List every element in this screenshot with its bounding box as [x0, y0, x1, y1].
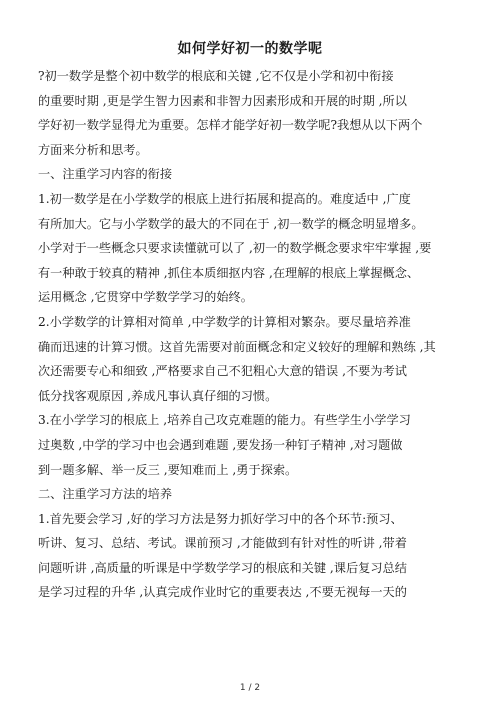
text-line: 的重要时期 ,更是学生智力因素和非智力因素形成和开展的时期 ,所以: [38, 93, 407, 108]
page-number: 1 / 2: [239, 683, 261, 693]
text-line: 听讲、复习、总结、考试。课前预习 ,才能做到有针对性的听讲 ,带着: [38, 536, 407, 551]
text-line: ?初一数学是整个初中数学的根底和关键 ,它不仅是小学和初中衔接: [38, 69, 394, 83]
text-line: 低分找客观原因 ,养成凡事认真仔细的习惯。: [38, 388, 278, 403]
document-title: 如何学好初一的数学呢: [177, 41, 323, 57]
text-line: 小学对于一些概念只要求读懂就可以了 ,初一的数学概念要求牢牢掌握 ,要: [38, 241, 432, 256]
text-line: 方面来分析和思考。: [38, 142, 148, 157]
text-line: 1.初一数学是在小学数学的根底上进行拓展和提高的。难度适中 ,广度: [38, 191, 411, 206]
text-line: 是学习过程的升华 ,认真完成作业时它的重要表达 ,不要无视每一天的: [38, 585, 407, 600]
text-line: 有一种敢于较真的精神 ,抓住本质细抠内容 ,在理解的根底上掌握概念、: [38, 265, 420, 280]
text-line: 一、注重学习内容的衔接: [38, 167, 173, 182]
document-body: [38, 64, 468, 605]
text-line: 次还需要专心和细致 ,严格要求自己不犯粗心大意的错误 ,不要为考试: [38, 364, 407, 379]
text-line: 过奥数 ,中学的学习中也会遇到难题 ,要发扬一种钉子精神 ,对习题做: [38, 437, 403, 452]
text-line: 3.在小学学习的根底上 ,培养自己攻克难题的能力。有些学生小学学习: [38, 413, 411, 428]
text-line: 到一题多解、举一反三 ,要知难而上 ,勇于探索。: [38, 462, 298, 477]
text-line: 2.小学数学的计算相对简单 ,中学数学的计算相对繁杂。要尽量培养准: [38, 314, 411, 329]
text-line: 二、注重学习方法的培养: [38, 487, 173, 502]
text-line: 确而迅速的计算习惯。这首先需要对前面概念和定义较好的理解和熟练 ,其: [38, 339, 436, 354]
text-line: 运用概念 ,它贯穿中学数学学习的始终。: [38, 290, 253, 305]
text-line: 1.首先要会学习 ,好的学习方法是努力抓好学习中的各个环节:预习、: [38, 511, 403, 526]
text-line: 问题听讲 ,高质量的听课是中学数学学习的根底和关键 ,课后复习总结: [38, 560, 407, 575]
text-line: 有所加大。它与小学数学的最大的不同在于 ,初一数学的概念明显增多。: [38, 216, 424, 231]
text-line: 学好初一数学显得尤为重要。怎样才能学好初一数学呢?我想从以下两个: [38, 118, 423, 133]
